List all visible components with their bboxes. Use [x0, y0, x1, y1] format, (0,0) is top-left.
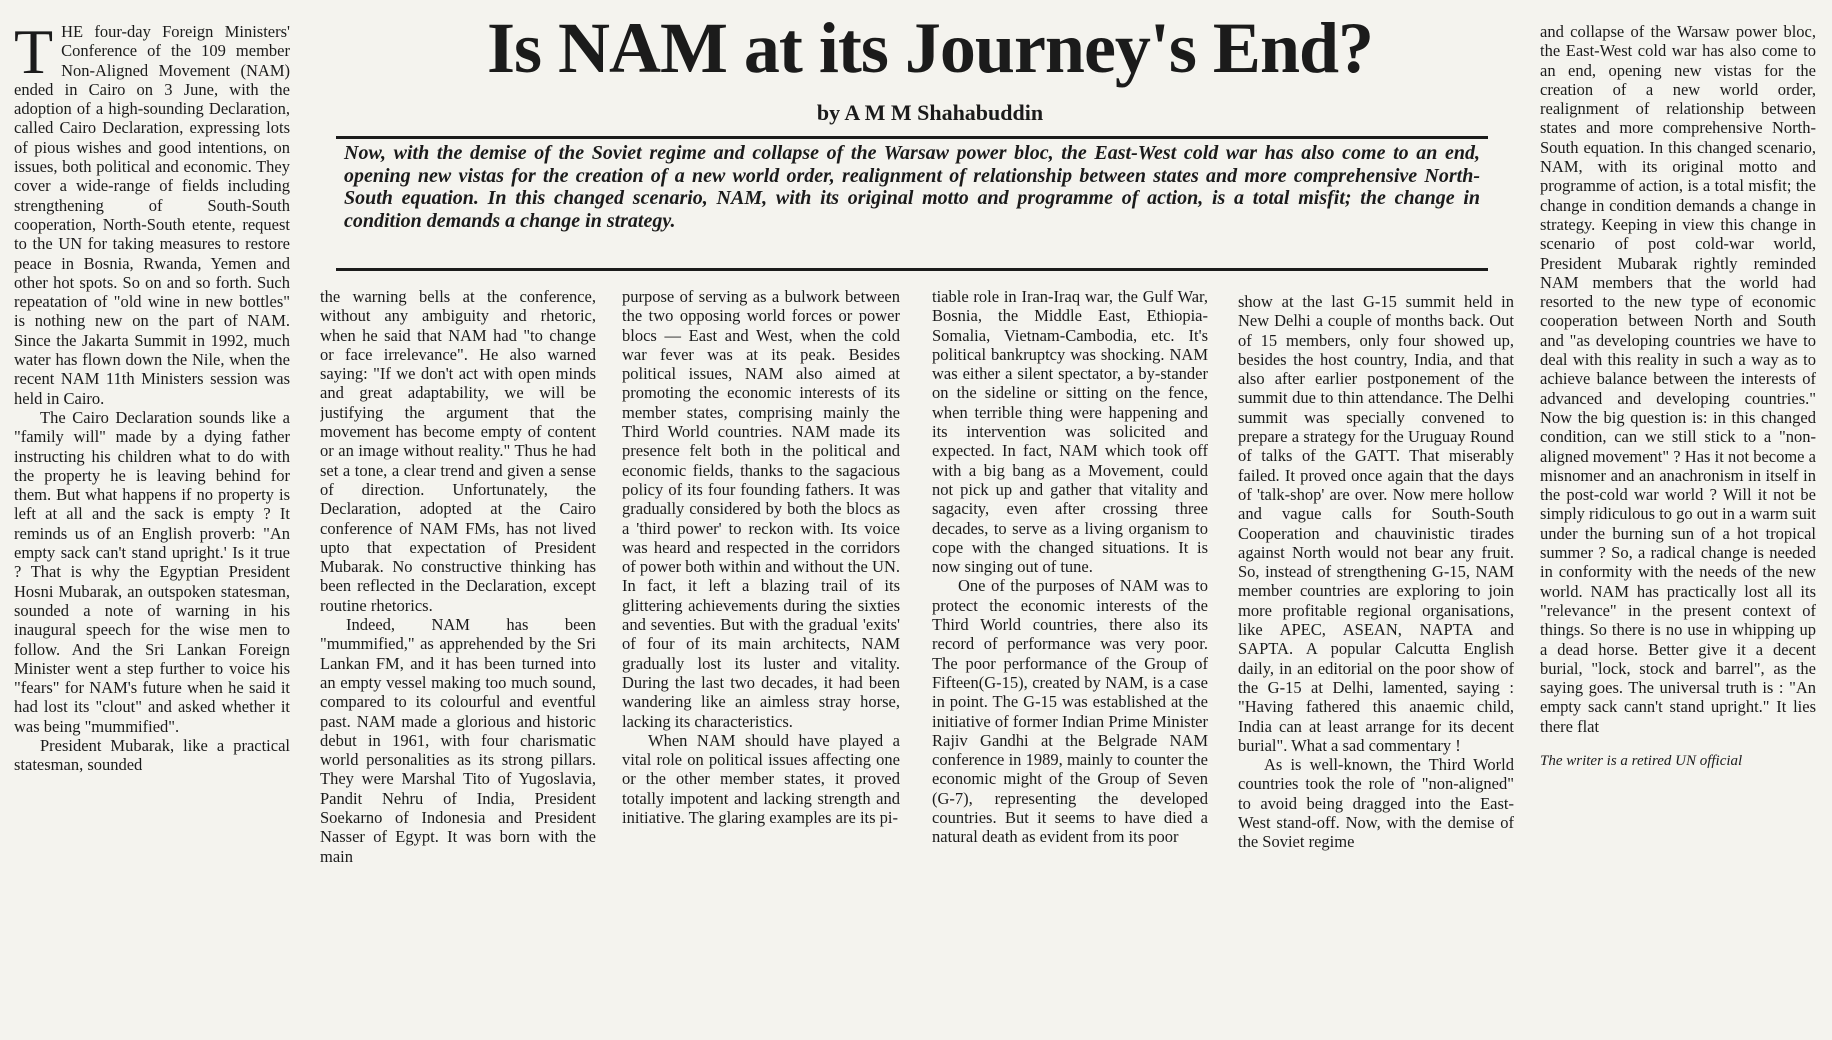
- text-column-5: [1238, 292, 1514, 1035]
- drop-cap: T: [14, 22, 54, 87]
- text-column-3: [622, 287, 900, 1035]
- text-column-2: [320, 287, 596, 1035]
- paragraph-text: HE four-day Foreign Ministers' Conference of the 109 member Non-Aligned Movement (NAM) ended in Cairo on 3 June, with the adoption of a high-sounding Declaration, called Cairo Declaration, expressing lots of pious wishes and good intentions, on issues, both political and economic. They cover a wide-range of fields including strengthening of South-South cooperation, North-South etente, request to the UN for taking measures to restore peace in Bosnia, Rwanda, Yemen and other hot spots. So on and so forth. Such repeatation of "old wine in new bottles" is nothing new on the part of NAM. Since the Jakarta Summit in 1992, much water has flown down the Nile, when the recent NAM 11th Ministers session was held in Cairo.: [14, 22, 290, 408]
- article-headline: Is NAM at its Journey's End?: [486, 8, 1374, 88]
- paragraph: Indeed, NAM has been "mummified," as apprehended by the Sri Lankan FM, and it has been turned into an empty vessel making too much sound, compared to its colourful and eventful past. NAM made a glorious and historic debut in 1961, with four charismatic world personalities as its strong pillars. They were Marshal Tito of Yugoslavia, Pandit Nehru of India, President Soekarno of Indonesia and President Nasser of Egypt. It was born with the main: [320, 615, 596, 866]
- paragraph: the warning bells at the conference, without any ambiguity and rhetoric, when he said that NAM had "to change or face irrelevance". He also warned saying: "If we don't act with open minds and great adaptability, we will be justifying the argument that the movement has become empty of content or an image without reality." Thus he had set a tone, a clear trend and given a sense of direction. Unfortunately, the Declaration, adopted at the Cairo conference of NAM FMs, has not lived upto that expectation of President Mubarak. No constructive thinking has been reflected in the Declaration, except routine rhetorics.: [320, 287, 596, 615]
- article-deck: Now, with the demise of the Soviet regime and collapse of the Warsaw power bloc, the East-West cold war has also come to an end, opening new vistas for the creation of a new world order, realignment of relationship between states and more comprehensive North-South equation. In this changed scenario, NAM, with its original motto and programme of action, is a total misfit; the change in condition demands a change in strategy.: [344, 142, 1480, 232]
- text-column-6: [1540, 22, 1816, 1034]
- paragraph: show at the last G-15 summit held in New Delhi a couple of months back. Out of 15 members, only four showed up, besides the host country, India, and that also after earlier postponement of the summit due to thin attendance. The Delhi summit was specially convened to prepare a strategy for the Uruguay Round of talks of the GATT. That miserably failed. It proved once again that the days of 'talk-shop' are over. Now mere hollow and vague calls for South-South Cooperation and chauvinistic tirades against North would not bear any fruit. So, instead of strengthening G-15, NAM member countries are exploring to join more profitable regional organisations, like APEC, ASEAN, NAPTA and SAPTA. A popular Calcutta English daily, in an editorial on the poor show of the G-15 at Delhi, lamented, saying : "Having fathered this anaemic child, India can at least arrange for its decent burial". What a sad commentary !: [1238, 292, 1514, 755]
- text-column-1: [14, 22, 290, 1034]
- paragraph: and collapse of the Warsaw power bloc, the East-West cold war has also come to an end, opening new vistas for the creation of a new world order, realignment of relationship between states and more comprehensive North-South equation. In this changed scenario, NAM, with its original motto and programme of action, is a total misfit; the change in condition demands a change in strategy. Keeping in view this change in scenario of post cold-war world, President Mubarak rightly reminded NAM members that the world had resorted to the new type of economic cooperation between North and South and "as developing countries we have to deal with this reality in such a way as to achieve balance between the interests of advanced and developing countries." Now the big question is: in this changed condition, can we still stick to a "non-aligned movement" ? Has it not become a misnomer and an anachronism in itself in the post-cold war world ? Will it not be simply ridiculous to go out in a warm suit under the burning sun of a hot tropical summer ? So, a radical change is needed in conformity with the needs of the new world. NAM has practically lost all its "relevance" in the present context of things. So there is no use in whipping up a dead horse. Better give it a decent burial, "lock, stock and barrel", as the saying goes. The universal truth is : "An empty sack cann't stand upright." It lies there flat: [1540, 22, 1816, 736]
- paragraph: purpose of serving as a bulwork between the two opposing world forces or power blocs — East and West, when the cold war fever was at its peak. Besides political issues, NAM also aimed at promoting the economic interests of its member states, comprising mainly the Third World countries. NAM made its presence felt both in the political and economic fields, thanks to the sagacious policy of its four founding fathers. It was gradually considered by both the blocs as a 'third power' to reckon with. Its voice was heard and respected in the corridors of power both within and without the UN. In fact, it left a blazing trail of its glittering achievements during the sixties and seventies. But with the gradual 'exits' of four of its main architects, NAM gradually lost its luster and vitality. During the last two decades, it had been wandering like an aimless stray horse, lacking its characteristics.: [622, 287, 900, 731]
- paragraph: President Mubarak, like a practical statesman, sounded: [14, 735, 290, 775]
- paragraph: The Cairo Declaration sounds like a "family will" made by a dying father instructing his children what to do with the property he is leaving behind for them. But what happens if no property is left at all and the sack is empty ? It reminds us of an English proverb: "An empty sack can't stand upright.' Is it true ? That is why the Egyptian President Hosni Mubarak, an outspoken statesman, sounded a note of warning in his inaugural speech for the wise men to follow. And the Sri Lankan Foreign Minister went a step further to voice his "fears" for NAM's future when he said it had lost its "clout" and asked whether it was being "mummified".: [14, 407, 290, 736]
- paragraph: As is well-known, the Third World countries took the role of "non-aligned" to avoid being dragged into the East-West stand-off. Now, with the demise of the Soviet regime: [1238, 755, 1514, 852]
- paragraph: When NAM should have played a vital role on political issues affecting one or the other member states, it proved totally impotent and lacking strength and initiative. The glaring examples are its pi-: [622, 730, 900, 828]
- deck-rule-bottom: [336, 268, 1488, 271]
- paragraph: One of the purposes of NAM was to protect the economic interests of the Third World countries, there also its record of performance was very poor. The poor performance of the Group of Fifteen(G-15), created by NAM, is a case in point. The G-15 was established at the initiative of former Indian Prime Minister Rajiv Gandhi at the Belgrade NAM conference in 1989, mainly to counter the economic might of the Group of Seven (G-7), representing the developed countries. But it seems to have died a natural death as evident from its poor: [932, 576, 1208, 847]
- deck-rule-top: [336, 136, 1488, 139]
- paragraph: tiable role in Iran-Iraq war, the Gulf War, Bosnia, the Middle East, Ethiopia-Somalia, Vietnam-Cambodia, etc. It's political bankruptcy was shocking. NAM was either a silent spectator, a by-stander on the sideline or sitting on the fence, when terrible thing were happening and its intervention was solicited and expected. In fact, NAM which took off with a big bang as a Movement, could not pick up and gather that vitality and sagacity, even after crossing three decades, to serve as a living organism to cope with the changed situations. It is now singing out of tune.: [932, 287, 1208, 577]
- paragraph: [14, 22, 290, 408]
- text-column-4: [932, 287, 1208, 1035]
- article-byline: by A M M Shahabuddin: [816, 100, 1044, 125]
- author-credit: The writer is a retired UN official: [1540, 752, 1743, 769]
